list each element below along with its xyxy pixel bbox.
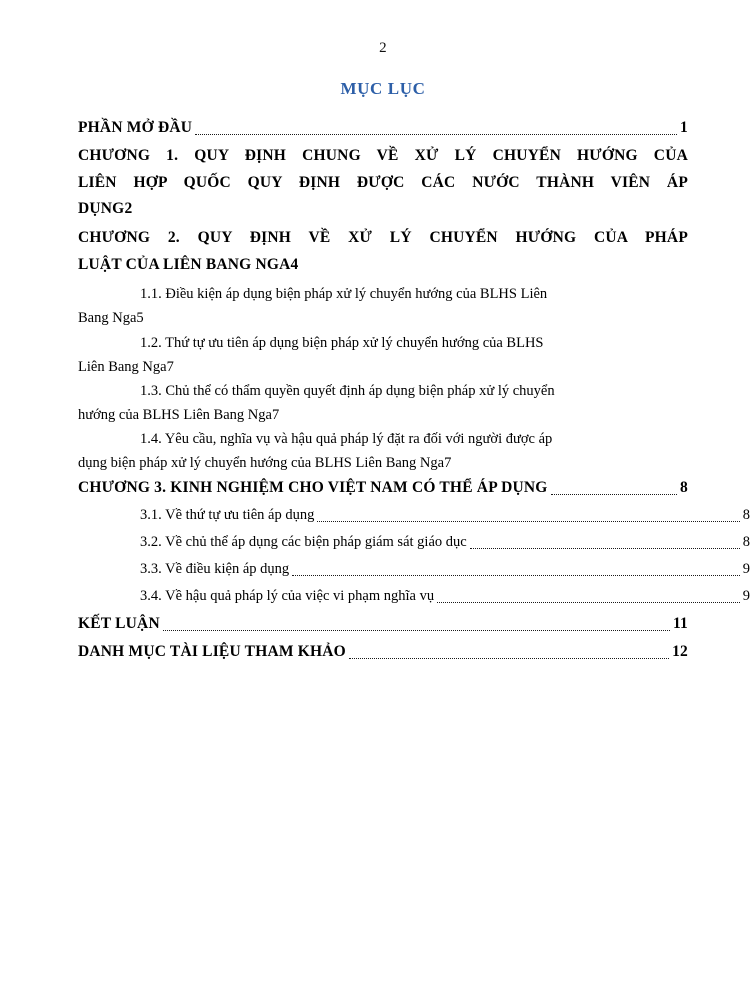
toc-entry-line: CHƯƠNG 1. QUY ĐỊNH CHUNG VỀ XỬ LÝ CHUYỂN HƯỚNG CỦA (78, 147, 688, 165)
toc-entry-page: 8 (742, 507, 750, 523)
toc-entry-muc-3-4[interactable] (78, 584, 750, 608)
toc-entry-line: 1.3. Chủ thể có thẩm quyền quyết định áp dụng biện pháp xử lý chuyển (140, 382, 555, 399)
leader-dots (470, 547, 740, 549)
toc-entry-page: 2 (124, 200, 133, 218)
toc-entry-page: 11 (672, 615, 688, 633)
toc-entry-label: 3.3. Về điều kiện áp dụng (140, 561, 290, 578)
leader-dots (292, 574, 740, 576)
leader-dots (551, 493, 678, 495)
toc-entry-line: 1.1. Điều kiện áp dụng biện pháp xử lý chuyển hướng của BLHS Liên (140, 286, 548, 303)
toc-entry-label: LUẬT CỦA LIÊN BANG NGA (78, 255, 291, 273)
toc-entry-label: DỤNG (78, 200, 125, 218)
toc-entry-page: 9 (742, 561, 750, 578)
leader-dots (349, 657, 669, 659)
toc-entry-label: DANH MỤC TÀI LIỆU THAM KHẢO (78, 643, 346, 661)
toc-entry-page: 7 (271, 406, 280, 423)
toc-entry-page: 8 (742, 534, 750, 551)
toc-entry-label: Liên Bang Nga (78, 358, 167, 375)
leader-dots (317, 520, 739, 522)
toc-entry-label: 3.4. Về hậu quả pháp lý của việc vi phạm nghĩa vụ (140, 588, 435, 605)
leader-dots (163, 629, 670, 631)
toc-entry-chuong-2[interactable] (78, 225, 688, 278)
toc-entry-label: 3.2. Về chủ thể áp dụng các biện pháp giám sát giáo dục (140, 534, 467, 551)
toc-entry-page: 4 (290, 255, 299, 273)
page-number: 2 (379, 40, 387, 56)
toc-entry-phan-mo-dau[interactable] (78, 115, 688, 140)
toc-entry-page: 5 (136, 310, 144, 327)
page-title: MỤC LỤC (340, 79, 426, 98)
toc-entry-chuong-1[interactable] (78, 143, 688, 223)
toc-entry-muc-1-4[interactable] (78, 427, 688, 475)
toc-entry-line: 1.4. Yêu cầu, nghĩa vụ và hậu quả pháp lý đặt ra đối với người được áp (140, 430, 553, 447)
toc-entry-label: CHƯƠNG 3. KINH NGHIỆM CHO VIỆT NAM CÓ THỂ ÁP DỤNG (78, 478, 548, 496)
toc-entry-page: 8 (680, 478, 688, 496)
toc-entry-page: 9 (742, 588, 750, 605)
table-of-contents (78, 115, 750, 664)
toc-entry-line: 1.2. Thứ tự ưu tiên áp dụng biện pháp xử lý chuyển hướng của BLHS (140, 334, 544, 351)
leader-dots (195, 133, 677, 135)
leader-dots (437, 601, 740, 603)
toc-entry-muc-1-1[interactable] (78, 282, 688, 330)
toc-entry-label: PHẦN MỞ ĐẦU (78, 119, 193, 136)
toc-entry-chuong-3[interactable] (78, 475, 688, 500)
toc-entry-muc-3-1[interactable] (78, 503, 750, 527)
toc-entry-muc-1-2[interactable] (78, 331, 688, 379)
toc-entry-label: 3.1. Về thứ tự ưu tiên áp dụng (140, 507, 315, 523)
toc-entry-muc-3-3[interactable] (78, 557, 750, 581)
toc-entry-muc-3-2[interactable] (78, 530, 750, 554)
toc-entry-page: 12 (672, 643, 688, 661)
toc-entry-page: 7 (166, 358, 174, 375)
toc-entry-label: KẾT LUẬN (78, 615, 160, 633)
toc-entry-label: hướng của BLHS Liên Bang Nga (78, 406, 272, 423)
toc-entry-page: 1 (680, 119, 688, 136)
toc-entry-line: LIÊN HỢP QUỐC QUY ĐỊNH ĐƯỢC CÁC NƯỚC THÀNH VIÊN ÁP (78, 173, 688, 191)
toc-entry-danh-muc-tai-lieu[interactable] (78, 639, 688, 664)
toc-entry-muc-1-3[interactable] (78, 379, 688, 427)
toc-entry-label: Bang Nga (78, 310, 137, 327)
toc-entry-page: 7 (444, 454, 452, 471)
toc-entry-line: CHƯƠNG 2. QUY ĐỊNH VỀ XỬ LÝ CHUYỂN HƯỚNG CỦA PHÁP (78, 229, 688, 247)
toc-entry-label: dụng biện pháp xử lý chuyển hướng của BLHS Liên Bang Nga (78, 454, 445, 471)
toc-entry-ket-luan[interactable] (78, 611, 688, 636)
